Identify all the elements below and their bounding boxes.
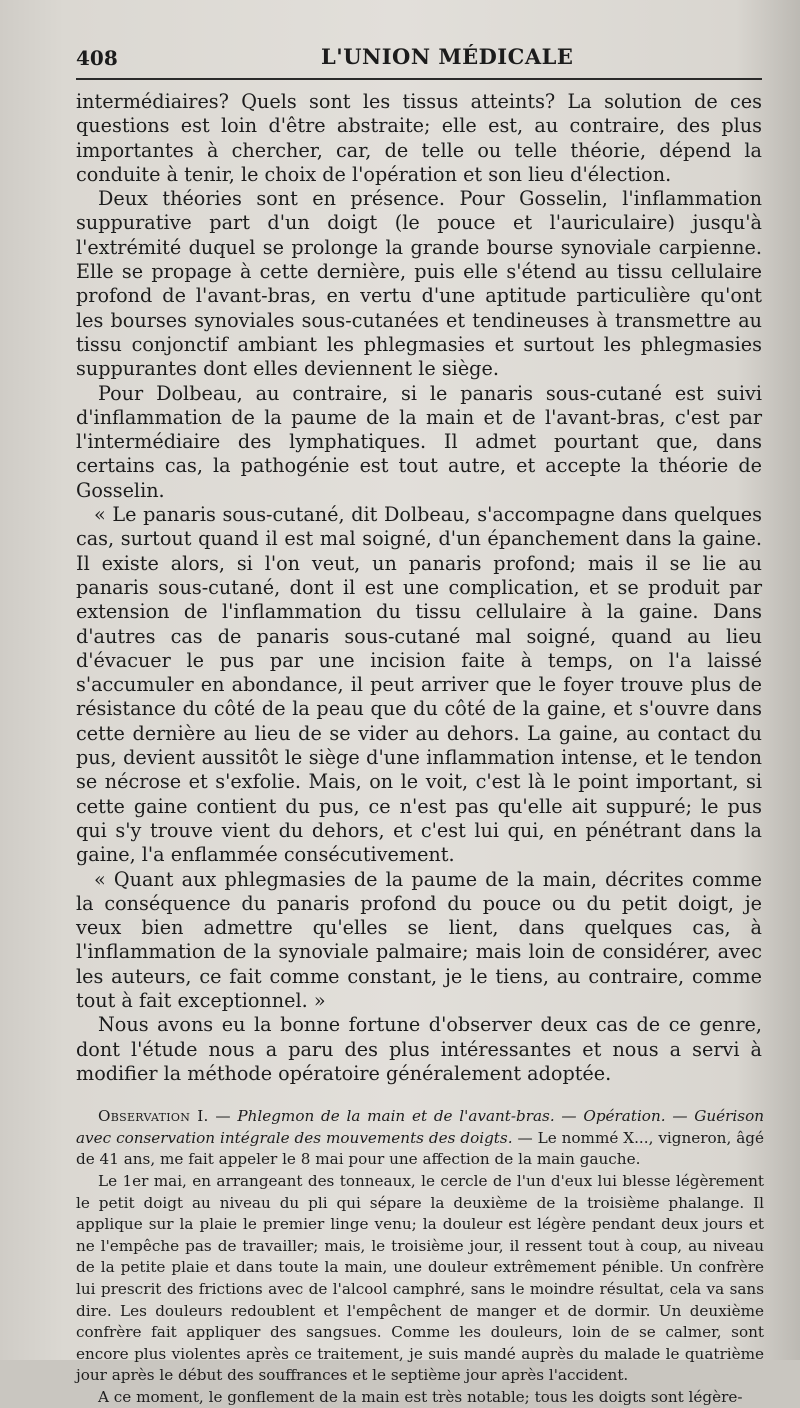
observation-section: [76, 1106, 764, 1408]
paragraph-continuation: intermédiaires? Quels sont les tissus atteints? La solution de ces questions est loin d'être abstraite; elle est, au contraire, des plus importantes à chercher, car, de telle ou telle théorie, dépend la conduite à tenir, le choix de l'opération et son lieu d'élection.: [76, 90, 762, 186]
observation-title: Phlegmon de la main et de l'avant-bras. — Opération. — Guérison avec conservation intégrale des mouvements des doigts.: [76, 1107, 764, 1147]
journal-title: L'UNION MÉDICALE: [321, 44, 574, 69]
paragraph-our-cases: Nous avons eu la bonne fortune d'observer deux cas de ce genre, dont l'étude nous a paru des plus intéressantes et nous a servi à modifier la méthode opératoire généralement adoptée.: [76, 1013, 762, 1085]
main-text: [76, 90, 764, 1086]
observation-label: Observation I.: [98, 1107, 209, 1126]
page-number: 408: [76, 46, 118, 70]
running-header: [76, 36, 764, 76]
observation-heading: Observation I. — Phlegmon de la main et de l'avant-bras. — Opération. — Guérison avec conservation intégrale des mouvements des doigts. — Le nommé X..., vigneron, âgé de 41 ans, me fait appeler le 8 mai pour une affection de la main gauche.: [76, 1107, 764, 1169]
paragraph-dolbeau-quote-2: « Quant aux phlegmasies de la paume de la main, décrites comme la conséquence du panaris profond du pouce ou du petit doigt, je veux bien admettre qu'elles se lient, dans quelques cas, à l'inflammation de la synoviale palmaire; mais loin de considérer, avec les auteurs, ce fait comme constant, je le tiens, au contraire, comme tout à fait exceptionnel. »: [76, 867, 762, 1012]
observation-intro: — Le nommé X..., vigneron, âgé de 41 ans, me fait appeler le 8 mai pour une affection de la main gauche.: [76, 1128, 764, 1169]
paragraph-dolbeau-theory: Pour Dolbeau, au contraire, si le panaris sous-cutané est suivi d'inflammation de la paume de la main et de l'avant-bras, c'est par l'intermédiaire des lymphatiques. Il admet pourtant que, dans certains cas, la pathogénie est tout autre, et accepte la théorie de Gosselin.: [76, 381, 762, 502]
paragraph-gosselin-theory: Deux théories sont en présence. Pour Gosselin, l'inflammation suppurative part d'un doigt (le pouce et l'auriculaire) jusqu'à l'extrémité duquel se prolonge la grande bourse synoviale carpienne. Elle se propage à cette dernière, puis elle s'étend au tissu cellulaire profond de l'avant-bras, en vertu d'une aptitude particulière qu'ont les bourses synoviales sous-cutanées et tendineuses à transmettre au tissu conjonctif ambiant les phlegmasies et surtout les phlegmasies suppurantes dont elles deviennent le siège.: [76, 187, 762, 381]
observation-paragraph: A ce moment, le gonflement de la main est très notable; tous les doigts sont légère-: [98, 1387, 743, 1406]
observation-paragraph: Le 1er mai, en arrangeant des tonneaux, le cercle de l'un d'eux lui blesse légèrement le petit doigt au niveau du pli qui sépare la deuxième de la troisième phalange. Il applique sur la plaie le premier linge venu; la douleur est légère pendant deux jours et ne l'empêche pas de travailler; mais, le troisième jour, il ressent tout à coup, au niveau de la petite plaie et dans toute la main, une douleur extrêmement pénible. Un confrère lui prescrit des frictions avec de l'alcool camphré, sans le moindre résultat, cela va sans dire. Les douleurs redoublent et l'empêchent de manger et de dormir. Un deuxième confrère fait appliquer des sangsues. Comme les douleurs, loin de se calmer, sont encore plus violentes après ce traitement, je suis mandé auprès du malade le quatrième jour après le début des souffrances et le septième jour après l'accident.: [76, 1171, 764, 1385]
header-rule: [76, 78, 762, 80]
paragraph-dolbeau-quote-1: « Le panaris sous-cutané, dit Dolbeau, s'accompagne dans quelques cas, surtout quand il est mal soigné, d'un épanchement dans la gaine. Il existe alors, si l'on veut, un panaris profond; mais il se lie au panaris sous-cutané, dont il est une complication, et se produit par extension de l'inflammation du tissu cellulaire à la gaine. Dans d'autres cas de panaris sous-cutané mal soigné, quand au lieu d'évacuer le pus par une incision faite à temps, on l'a laissé s'accumuler en abondance, il peut arriver que le foyer trouve plus de résistance du côté de la peau que du côté de la gaine, et s'ouvre dans cette dernière au lieu de se vider au dehors. La gaine, au contact du pus, devient aussitôt le siège d'une inflammation intense, et le tendon se nécrose et s'exfolie. Mais, on le voit, c'est là le point important, si cette gaine contient du pus, ce n'est pas qu'elle ait suppuré; le pus qui s'y trouve vient du dehors, et c'est lui qui, en pénétrant dans la gaine, l'a enflammée consécutivement.: [76, 503, 762, 867]
